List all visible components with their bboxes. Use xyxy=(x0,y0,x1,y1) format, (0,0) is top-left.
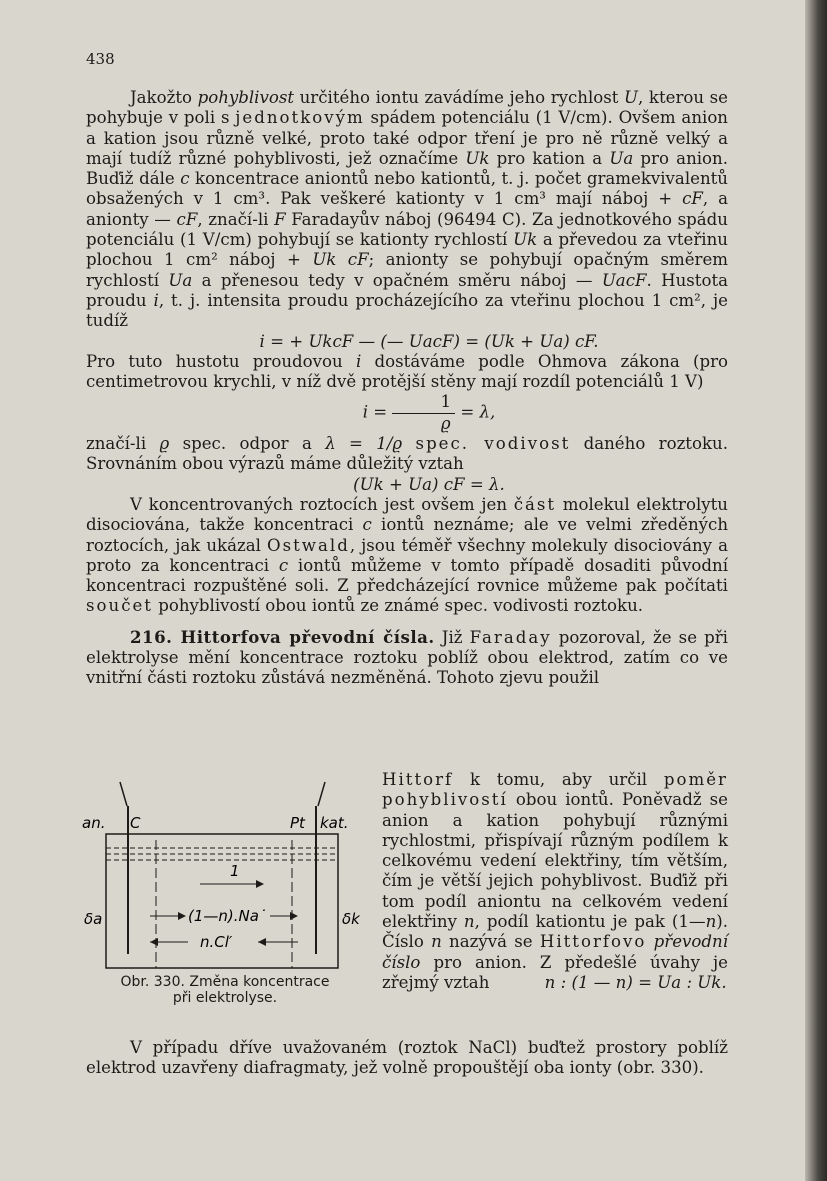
paragraph-mobility: Jakožto pohyblivost určitého iontu zavádíme jeho rychlost U, kterou se pohybuje v poli s jednotkovým spádem potenciálu (1 V/cm). Ovšem anion a kation jsou různě velké, proto také odpor tření je pro ně různě velký a mají tudíž různé pohyblivosti, jež označíme Uk pro kation a Ua pro anion. Buďiž dále c koncentrace aniontů nebo kationtů, t. j. počet gramekvivalentů obsažených v 1 cm³. Pak veškeré kationty v 1 cm³ mají náboj + cF, a anionty — cF, značí-li F Faradayův náboj (96494 C). Za jednotkového spádu potenciálu (1 V/cm) pohybují se kationty rychlostí Uk a převedou za vteřinu plochou 1 cm² náboj + Uk cF; anionty se pohybují opačným směrem rychlostí Ua a přenesou tedy v opačném směru náboj — UacF. Hustota proudu i, t. j. intensita proudu procházejícího za vteřinu plochou 1 cm², je tudíž xyxy=(86,88,729,331)
label-cathode: kat. xyxy=(320,814,349,832)
anode-wire xyxy=(120,782,127,806)
label-carbon: C xyxy=(130,814,141,832)
figure-text-block xyxy=(82,770,729,1079)
paragraph-dissociation: V koncentrovaných roztocích jest ovšem jen část molekul elektrolytu disociována, takže koncentraci c iontů neznáme; ale ve velmi zředěných roztocích, jak ukázal Ostwald, jsou téměř všechny molekuly disociovány a proto za koncentraci c iontů můžeme v tomto případě dosaditi původní koncentraci rozpuštěné soli. Z předcházející rovnice můžeme pak počítati součet pohyblivostí obou iontů ze známé spec. vodivosti roztoku. xyxy=(86,494,729,616)
page-body xyxy=(86,88,728,689)
paragraph-ohm: Pro tuto hustotu proudovou i dostáváme podle Ohmova zákona (pro centimetrovou krychli, v níž dvě protější stěny mají rozdíl potenciálů 1 V) xyxy=(86,351,728,392)
electrolysis-diagram xyxy=(80,774,370,974)
paragraph-nacl-case: V případu dříve uvažovaném (roztok NaCl) buďtež prostory poblíž elektrod uzavřeny diafragmaty, jež volně propouštějí oba ionty (obr. 330). xyxy=(86,1038,728,1078)
label-delta-k: δk xyxy=(342,910,360,928)
label-cl-flux: n.Cl′ xyxy=(200,933,233,951)
figure-330 xyxy=(80,774,370,1034)
arrow-head-cl-left xyxy=(150,938,158,946)
equation-conductivity: i = $\frac{1}{ϱ}$ = λ, xyxy=(362,392,496,433)
section-hittorf: 216. Hittorfova převodní čísla. Již Faraday pozoroval, že se při elektrolyse mění koncentrace roztoku poblíž obou elektrod, zatím co ve vnitřní části roztoku zůstává nezměněná. Tohoto zjevu použil xyxy=(86,626,728,688)
label-anode: an. xyxy=(82,814,106,832)
arrow-head-na-left xyxy=(178,912,186,920)
equation-current-density: i = + UkcF — (— UacF) = (Uk + Ua) cF. xyxy=(259,331,599,351)
label-one: 1 xyxy=(230,862,240,880)
paragraph-resistivity: značí-li ϱ spec. odpor a λ = 1/ϱ spec. vodivost daného roztoku. Srovnáním obou výrazů máme důležitý vztah xyxy=(86,434,728,474)
cathode-wire xyxy=(318,782,325,806)
section-heading: 216. Hittorfova převodní čísla. xyxy=(130,626,435,647)
label-na-flux: (1—n).Na˙ xyxy=(188,907,267,925)
arrow-head-cl-right xyxy=(258,938,266,946)
arrow-head-na-right xyxy=(290,912,298,920)
paragraph-hittorf-body: Hittorf k tomu, aby určil poměr pohyblivostí obou iontů. Poněvadž se anion a kation pohybují různými rychlostmi, přispívají různým podílem k celkovému vedení elektřiny, tím větším, čím je větší jejich pohyblivost. Buďiž při tom podíl aniontu na celkovém vedení elektřiny n, podíl kationtu je pak (1—n). Číslo n nazývá se Hittorfovo převodní číslo pro anion. Z předešlé úvahy je zřejmý vztah n : (1 — n) = Ua : Uk. xyxy=(382,770,729,992)
page-edge-shadow xyxy=(805,0,827,1181)
figure-caption: Obr. 330. Změna koncentrace při elektrolyse. xyxy=(120,974,330,1006)
label-platinum: Pt xyxy=(290,814,305,832)
label-delta-a: δa xyxy=(84,910,103,928)
arrow-head-total xyxy=(256,880,264,888)
fraction: $\frac{1}{ϱ}$ xyxy=(392,392,455,434)
equation-transport-number: n : (1 — n) = Ua : Uk. xyxy=(544,972,727,992)
equation-important-relation: (Uk + Ua) cF = λ. xyxy=(353,474,505,494)
page-number: 438 xyxy=(86,50,115,68)
